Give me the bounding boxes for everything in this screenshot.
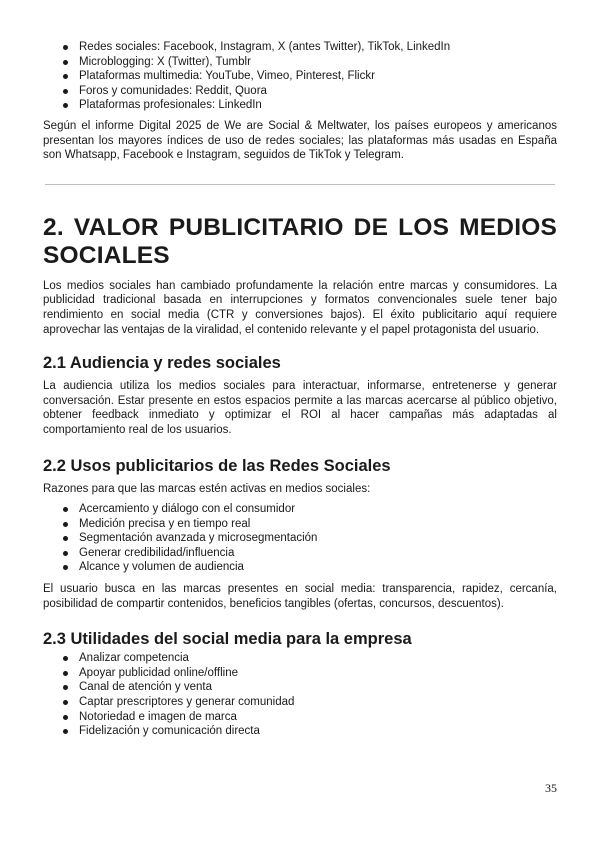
list-item: Microblogging: X (Twitter), Tumblr: [79, 55, 557, 70]
section-2-paragraph: Los medios sociales han cambiado profundamente la relación entre marcas y consumidores. La publicidad tradicional basada en interrupciones y formatos convencionales suele tener bajo rendimiento en social media (CTR y conversiones bajos). El éxito publicitario aquí requiere aprovechar las ventajas de la viralidad, el contenido relevante y el papel protagonista del usuario.: [43, 279, 557, 336]
list-item: Generar credibilidad/influencia: [79, 546, 557, 561]
list-item: Plataformas multimedia: YouTube, Vimeo, Pinterest, Flickr: [79, 69, 557, 84]
list-item: Apoyar publicidad online/offline: [79, 666, 557, 681]
page-body: [43, 40, 557, 739]
page-number: 35: [545, 781, 557, 795]
list-item: Segmentación avanzada y microsegmentación: [79, 531, 557, 546]
list-item: Redes sociales: Facebook, Instagram, X (antes Twitter), TikTok, LinkedIn: [79, 40, 557, 55]
section-2-2-heading: 2.2 Usos publicitarios de las Redes Sociales: [43, 456, 391, 475]
list-item: Analizar competencia: [79, 651, 557, 666]
list-item: Notoriedad e imagen de marca: [79, 710, 557, 725]
section-2-2-lead: Razones para que las marcas estén activas en medios sociales:: [43, 482, 371, 495]
company-utilities-list: [43, 651, 557, 739]
list-item: Acercamiento y diálogo con el consumidor: [79, 502, 557, 517]
list-item: Plataformas profesionales: LinkedIn: [79, 98, 557, 113]
list-item: Canal de atención y venta: [79, 680, 557, 695]
section-2-1-paragraph: La audiencia utiliza los medios sociales para interactuar, informarse, entretenerse y generar conversación. Estar presente en estos espacios permite a las marcas acercarse al público objetivo, obtener feedback inmediato y optimizar el ROI al hacer campañas más adaptadas al comportamiento real de los usuarios.: [43, 380, 557, 436]
intro-paragraph: Según el informe Digital 2025 de We are Social & Meltwater, los países europeos y americanos presentan los mayores índices de uso de redes sociales; las plataformas más usadas en España son Whatsapp, Facebook e Instagram, seguidos de TikTok y Telegram.: [43, 119, 557, 162]
list-item: Foros y comunidades: Reddit, Quora: [79, 84, 557, 99]
section-2-3-heading: 2.3 Utilidades del social media para la empresa: [43, 630, 412, 649]
platform-list: [43, 40, 557, 113]
list-item: Fidelización y comunicación directa: [79, 724, 557, 739]
advertising-uses-list: [43, 502, 557, 575]
list-item: Medición precisa y en tiempo real: [79, 517, 557, 532]
list-item: Captar prescriptores y generar comunidad: [79, 695, 557, 710]
section-2-title: 2. VALOR PUBLICITARIO DE LOS MEDIOS SOCIALES: [43, 213, 557, 269]
section-2-1-heading: 2.1 Audiencia y redes sociales: [43, 354, 281, 373]
list-item: Alcance y volumen de audiencia: [79, 560, 557, 575]
section-divider: [45, 184, 555, 185]
section-2-2-paragraph: El usuario busca en las marcas presentes en social media: transparencia, rapidez, cercanía, posibilidad de compartir contenidos, beneficios tangibles (ofertas, concursos, descuentos).: [43, 583, 557, 610]
